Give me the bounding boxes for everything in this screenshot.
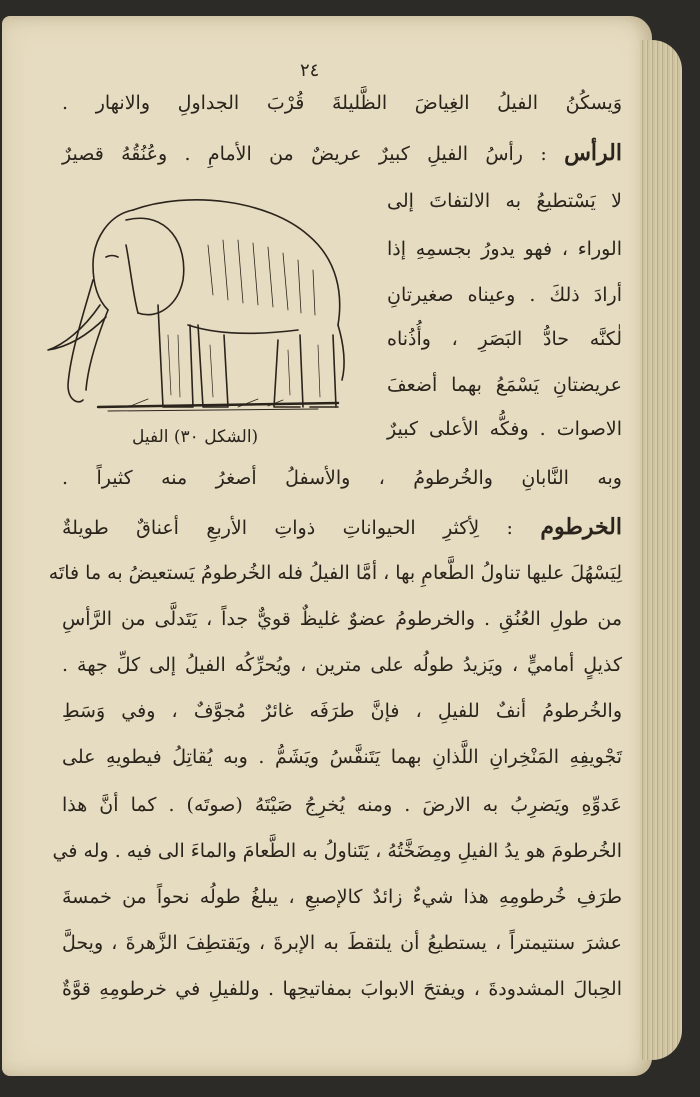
text-line-6: لٰكنَّه حادُّ البَصَرِ ، وأُذُناه (387, 328, 622, 350)
text-line-10 (62, 514, 622, 540)
page-number: ٢٤ (300, 60, 320, 81)
heading-head: الرأس (564, 140, 622, 166)
elephant-illustration (38, 185, 358, 420)
text-line-1: وَيسكُنُ الفيلُ الغِياضَ الظَّليلةَ قُرْبَ الجداولِ والانهار . (62, 92, 622, 114)
book-page (2, 16, 652, 1076)
text-line-8: الاصوات . وفكُّه الأعلى كبيرٌ (387, 418, 622, 440)
text-line-13: كذيلٍ أماميٍّ ، ويَزيدُ طولُه على مترين ، ويُحرِّكُه الفيلُ إلى كلِّ جهة . (62, 654, 622, 676)
text-line-18: طرَفِ خُرطومِهِ هذا شيءٌ زائدٌ كالإصبعِ ، يبلغُ طولُه نحواً من خمسةَ (62, 886, 622, 908)
text-line-9: وبه النَّابانِ والخُرطومُ ، والأسفلُ أصغرُ منه كثيراً . (62, 467, 622, 489)
page-edges (640, 40, 682, 1060)
heading-trunk: الخرطوم (540, 514, 622, 540)
text-line-15: تَجْويفِهِ المَنْخِرانِ اللَّذانِ بهما يَتَنفَّسُ ويَشَمُّ . وبه يُقاتِلُ فيطويهِ على (62, 746, 622, 768)
text-line-20: الحِبالَ المشدودةَ ، ويفتحَ الابوابَ بمفاتيحِها . وللفيلِ في خرطومِهِ قوَّةٌ (62, 978, 622, 1000)
text-line-16: عَدوِّهِ ويَضرِبُ به الارضَ . ومنه يُخرِجُ صَيْتَهُ (صوتَه) . كما أنَّ هذا (62, 794, 622, 816)
text-line-12: من طولِ العُنُقِ . والخرطومُ عضوٌ غليظٌ قويٌّ جداً ، يَتَدلَّى من الرَّأسِ (62, 608, 622, 630)
text-line-2 (62, 140, 622, 166)
text-line-17: الخُرطومَ هو يدُ الفيلِ ومِضَخَّتُهُ ، يَتَناولُ به الطَّعامَ والماءَ الى فيه . وله في (52, 840, 622, 862)
head-line-rest: كبيرٌ عريضٌ من الأمامِ . وعُنُقُهُ قصيرٌ (62, 143, 410, 165)
text-line-4: الوراء ، فهو يدورُ بجسمِهِ إذا (387, 238, 622, 260)
figure-caption: (الشكل ٣٠) الفيل (132, 427, 259, 447)
trunk-sep: : (506, 517, 513, 539)
text-line-7: عريضتانِ يَسْمَعُ بهما أضعفَ (387, 374, 622, 396)
trunk-line-rest: لِأكثرِ الحيواناتِ ذواتِ الأربعِ أعناقٌ طويلةٌ (62, 517, 480, 539)
text-line-3: لا يَسْتطيعُ به الالتفاتَ إلى (387, 190, 622, 212)
text-line-11: لِيَسْهُلَ عليها تناولُ الطَّعامِ بها ، أمَّا الفيلُ فله الخُرطومُ يَستعيضُ به ما فاتَه (48, 562, 622, 584)
text-line-19: عشرَ سنتيمتراً ، يستطيعُ أن يلتقطَ به الإبرةَ ، ويَقتطِفَ الزَّهرةَ ، ويحلَّ (62, 932, 622, 954)
head-lead: : رأسُ الفيلِ (427, 143, 547, 165)
text-line-5: أرادَ ذلكَ . وعيناه صغيرتانِ (387, 284, 622, 306)
text-line-14: والخُرطومُ أنفٌ للفيلِ ، فإنَّ طرَفَه غائرٌ مُجوَّفٌ ، وفي وَسَطِ (62, 700, 622, 722)
elephant-figure (38, 185, 358, 420)
